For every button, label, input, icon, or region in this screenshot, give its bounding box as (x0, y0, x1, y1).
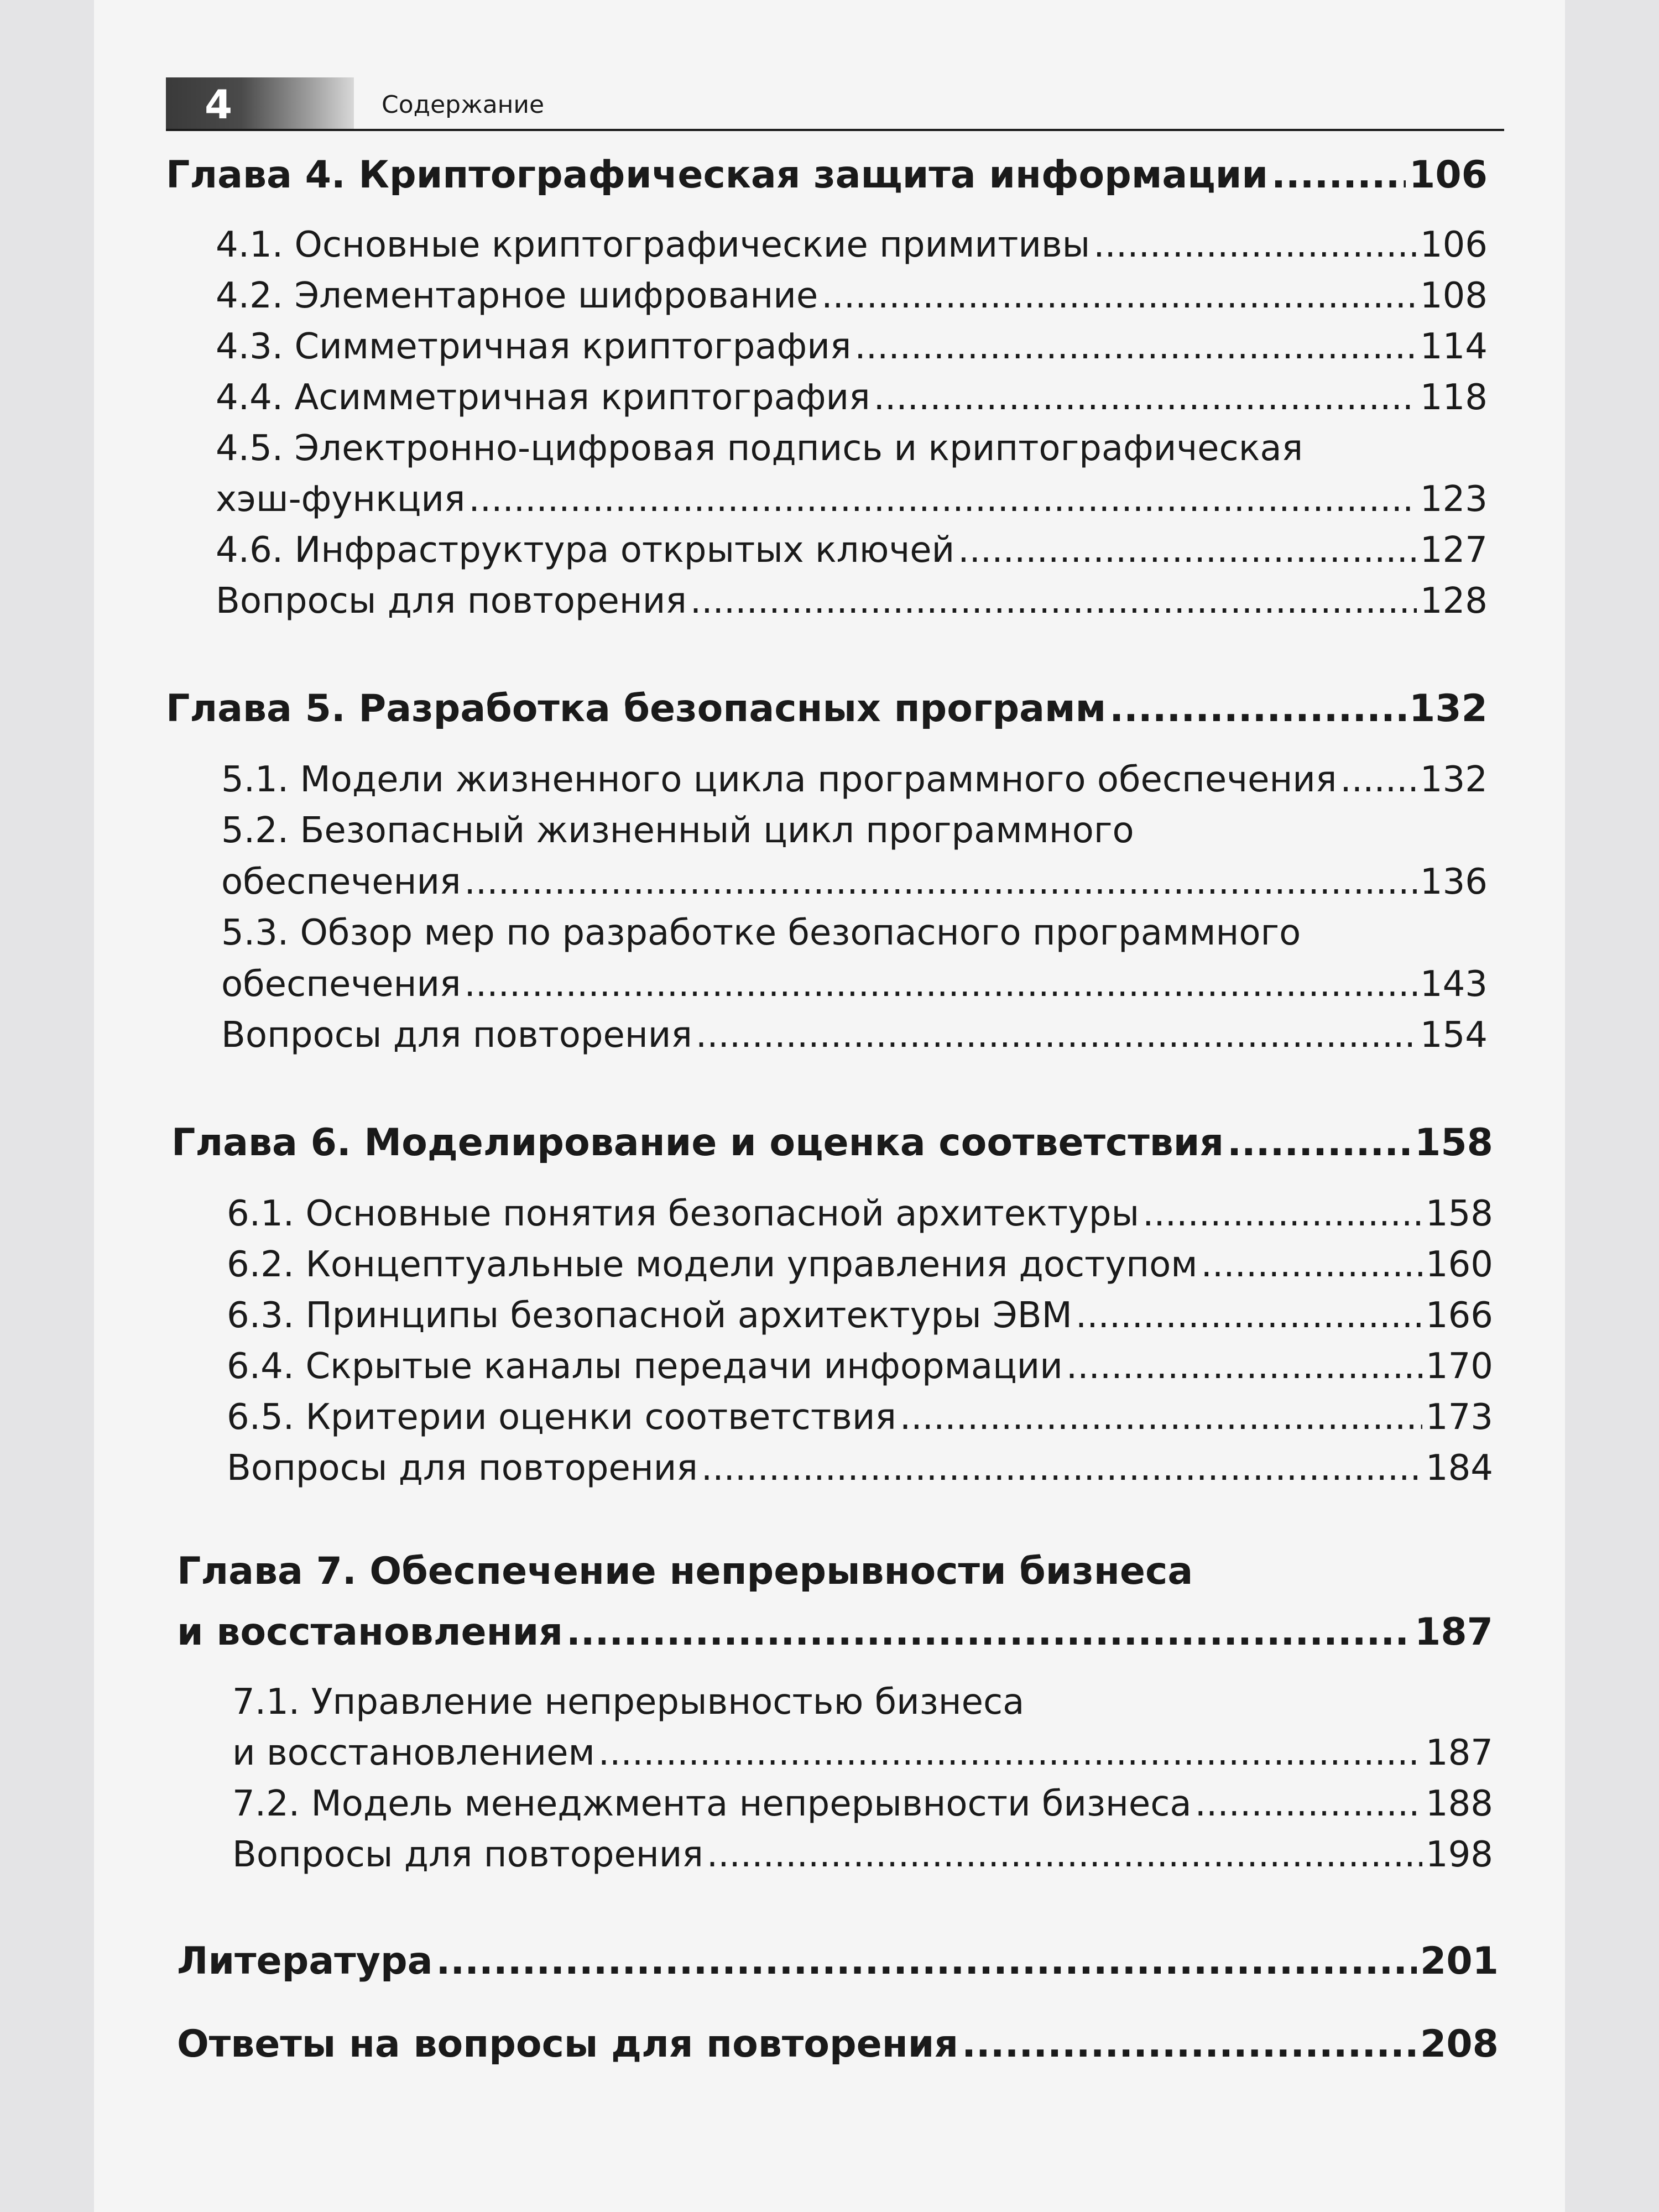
dot-leader (1142, 1194, 1422, 1233)
toc-section-page-number: 136 (1420, 862, 1488, 902)
toc-section-page-number: 127 (1420, 530, 1488, 571)
toc-section-title-line: 5.2. Безопасный жизненный цикл программного (221, 810, 1134, 851)
toc-section-page-number: 108 (1420, 275, 1488, 316)
toc-section-label: обеспечения (221, 964, 461, 1005)
dot-leader (468, 480, 1416, 519)
toc-chapter-label: Глава 5. Разработка безопасных программ (166, 687, 1107, 731)
toc-section-page-number: 143 (1420, 964, 1488, 1005)
toc-chapter-label: Глава 4. Криптографическая защита информации (166, 153, 1268, 197)
toc-section-label: Вопросы для повторения (232, 1834, 703, 1875)
toc-section (216, 226, 1488, 264)
toc-section-page-number: 170 (1425, 1346, 1493, 1387)
toc-section (227, 1449, 1493, 1488)
dot-leader (1109, 688, 1406, 730)
dot-leader (1066, 1347, 1422, 1386)
toc-section-page-number: 198 (1425, 1834, 1493, 1875)
toc-section (232, 1835, 1493, 1874)
toc-section-page-number: 158 (1425, 1193, 1493, 1234)
toc-section (216, 378, 1488, 417)
dot-leader (1271, 155, 1406, 196)
dot-leader (962, 2024, 1417, 2065)
toc-section-title-line: 5.3. Обзор мер по разработке безопасного программного (221, 912, 1301, 953)
toc-section-page-number: 132 (1420, 759, 1488, 800)
toc-section-label: 6.2. Концептуальные модели управления доступом (227, 1244, 1198, 1285)
toc-section (216, 327, 1488, 366)
page-number-box (166, 77, 354, 130)
toc-section-label: 4.4. Асимметричная криптография (216, 377, 870, 418)
toc-chapter-page-number: 106 (1409, 153, 1488, 197)
dot-leader (701, 1449, 1422, 1488)
toc-section-page-number: 173 (1425, 1397, 1493, 1438)
dot-leader (707, 1835, 1422, 1874)
dot-leader (958, 531, 1417, 570)
page-number: 4 (205, 81, 233, 128)
toc-chapter-page-number: 158 (1415, 1121, 1493, 1165)
toc-section-title-line: 7.1. Управление непрерывностью бизнеса (232, 1682, 1025, 1723)
toc-section-label: хэш-функция (216, 479, 466, 520)
toc-section-label: Вопросы для повторения (227, 1448, 698, 1489)
dot-leader (436, 1941, 1417, 1983)
toc-section-page-number: 188 (1425, 1783, 1493, 1824)
toc-section (227, 1296, 1493, 1335)
toc-chapter-title-line: Глава 7. Обеспечение непрерывности бизнеса (177, 1550, 1193, 1593)
toc-section-label: обеспечения (221, 862, 461, 902)
toc-section (232, 1785, 1493, 1823)
dot-leader (854, 327, 1417, 366)
toc-section-page-number: 160 (1425, 1244, 1493, 1285)
toc-chapter (177, 1612, 1493, 1653)
toc-section-label: 4.1. Основные криптографические примитивы (216, 225, 1091, 265)
toc-chapter-label: Глава 6. Моделирование и оценка соответствия (171, 1121, 1224, 1165)
toc-section (221, 760, 1488, 799)
toc-chapter-label: и восстановления (177, 1610, 563, 1654)
toc-section-page-number: 166 (1425, 1295, 1493, 1336)
dot-leader (874, 378, 1417, 417)
toc-chapter-label: Литература (177, 1939, 433, 1983)
dot-leader (566, 1612, 1411, 1653)
toc-section (221, 965, 1488, 1004)
toc-section-label: 5.1. Модели жизненного цикла программного обеспечения (221, 759, 1337, 800)
toc-chapter-page-number: 208 (1420, 2022, 1499, 2066)
dot-leader (1227, 1123, 1411, 1164)
dot-leader (900, 1398, 1422, 1437)
dot-leader (1340, 760, 1416, 799)
toc-section (216, 276, 1488, 315)
toc-chapter (166, 155, 1488, 196)
toc-section (227, 1398, 1493, 1437)
toc-section-label: Вопросы для повторения (221, 1015, 692, 1056)
toc-section-label: 4.6. Инфраструктура открытых ключей (216, 530, 955, 571)
toc-section-page-number: 184 (1425, 1448, 1493, 1489)
header-rule (166, 129, 1504, 131)
running-section-title: Содержание (382, 91, 545, 119)
toc-section-label: 4.3. Симметричная криптография (216, 326, 852, 367)
toc-chapter (166, 688, 1488, 730)
dot-leader (465, 965, 1417, 1004)
toc-section-label: 6.3. Принципы безопасной архитектуры ЭВМ (227, 1295, 1072, 1336)
dot-leader (1076, 1296, 1422, 1335)
toc-chapter-page-number: 132 (1409, 687, 1488, 731)
toc-section (227, 1347, 1493, 1386)
toc-chapter-label: Ответы на вопросы для повторения (177, 2022, 959, 2066)
toc-section-page-number: 114 (1420, 326, 1488, 367)
dot-leader (696, 1016, 1417, 1055)
running-header (166, 77, 1504, 130)
toc-section-page-number: 154 (1420, 1015, 1488, 1056)
toc-section (221, 1016, 1488, 1055)
toc-chapter-page-number: 187 (1415, 1610, 1493, 1654)
dot-leader (598, 1734, 1422, 1772)
toc-chapter (171, 1123, 1493, 1164)
toc-section-label: 6.4. Скрытые каналы передачи информации (227, 1346, 1063, 1387)
toc-section (227, 1245, 1493, 1284)
toc-chapter (177, 1941, 1499, 1983)
toc-section-label: 6.5. Критерии оценки соответствия (227, 1397, 896, 1438)
toc-section-page-number: 128 (1420, 581, 1488, 622)
toc-section-page-number: 187 (1425, 1733, 1493, 1773)
toc-section-label: 4.2. Элементарное шифрование (216, 275, 818, 316)
toc-section-label: 7.2. Модель менеджмента непрерывности бизнеса (232, 1783, 1192, 1824)
toc-section (221, 863, 1488, 901)
toc-section (216, 531, 1488, 570)
dot-leader (821, 276, 1417, 315)
toc-section-label: Вопросы для повторения (216, 581, 687, 622)
toc-section (216, 480, 1488, 519)
toc-section (232, 1734, 1493, 1772)
dot-leader (690, 582, 1417, 620)
toc-section-page-number: 106 (1420, 225, 1488, 265)
toc-section-title-line: 4.5. Электронно-цифровая подпись и криптографическая (216, 428, 1303, 469)
toc-section-page-number: 118 (1420, 377, 1488, 418)
dot-leader (1201, 1245, 1422, 1284)
toc-chapter-page-number: 201 (1420, 1939, 1499, 1983)
dot-leader (1093, 226, 1417, 264)
toc-section-label: и восстановлением (232, 1733, 595, 1773)
toc-section (227, 1194, 1493, 1233)
dot-leader (465, 863, 1417, 901)
toc-section-page-number: 123 (1420, 479, 1488, 520)
dot-leader (1195, 1785, 1422, 1823)
toc-section (216, 582, 1488, 620)
toc-chapter (177, 2024, 1499, 2065)
toc-section-label: 6.1. Основные понятия безопасной архитектуры (227, 1193, 1140, 1234)
